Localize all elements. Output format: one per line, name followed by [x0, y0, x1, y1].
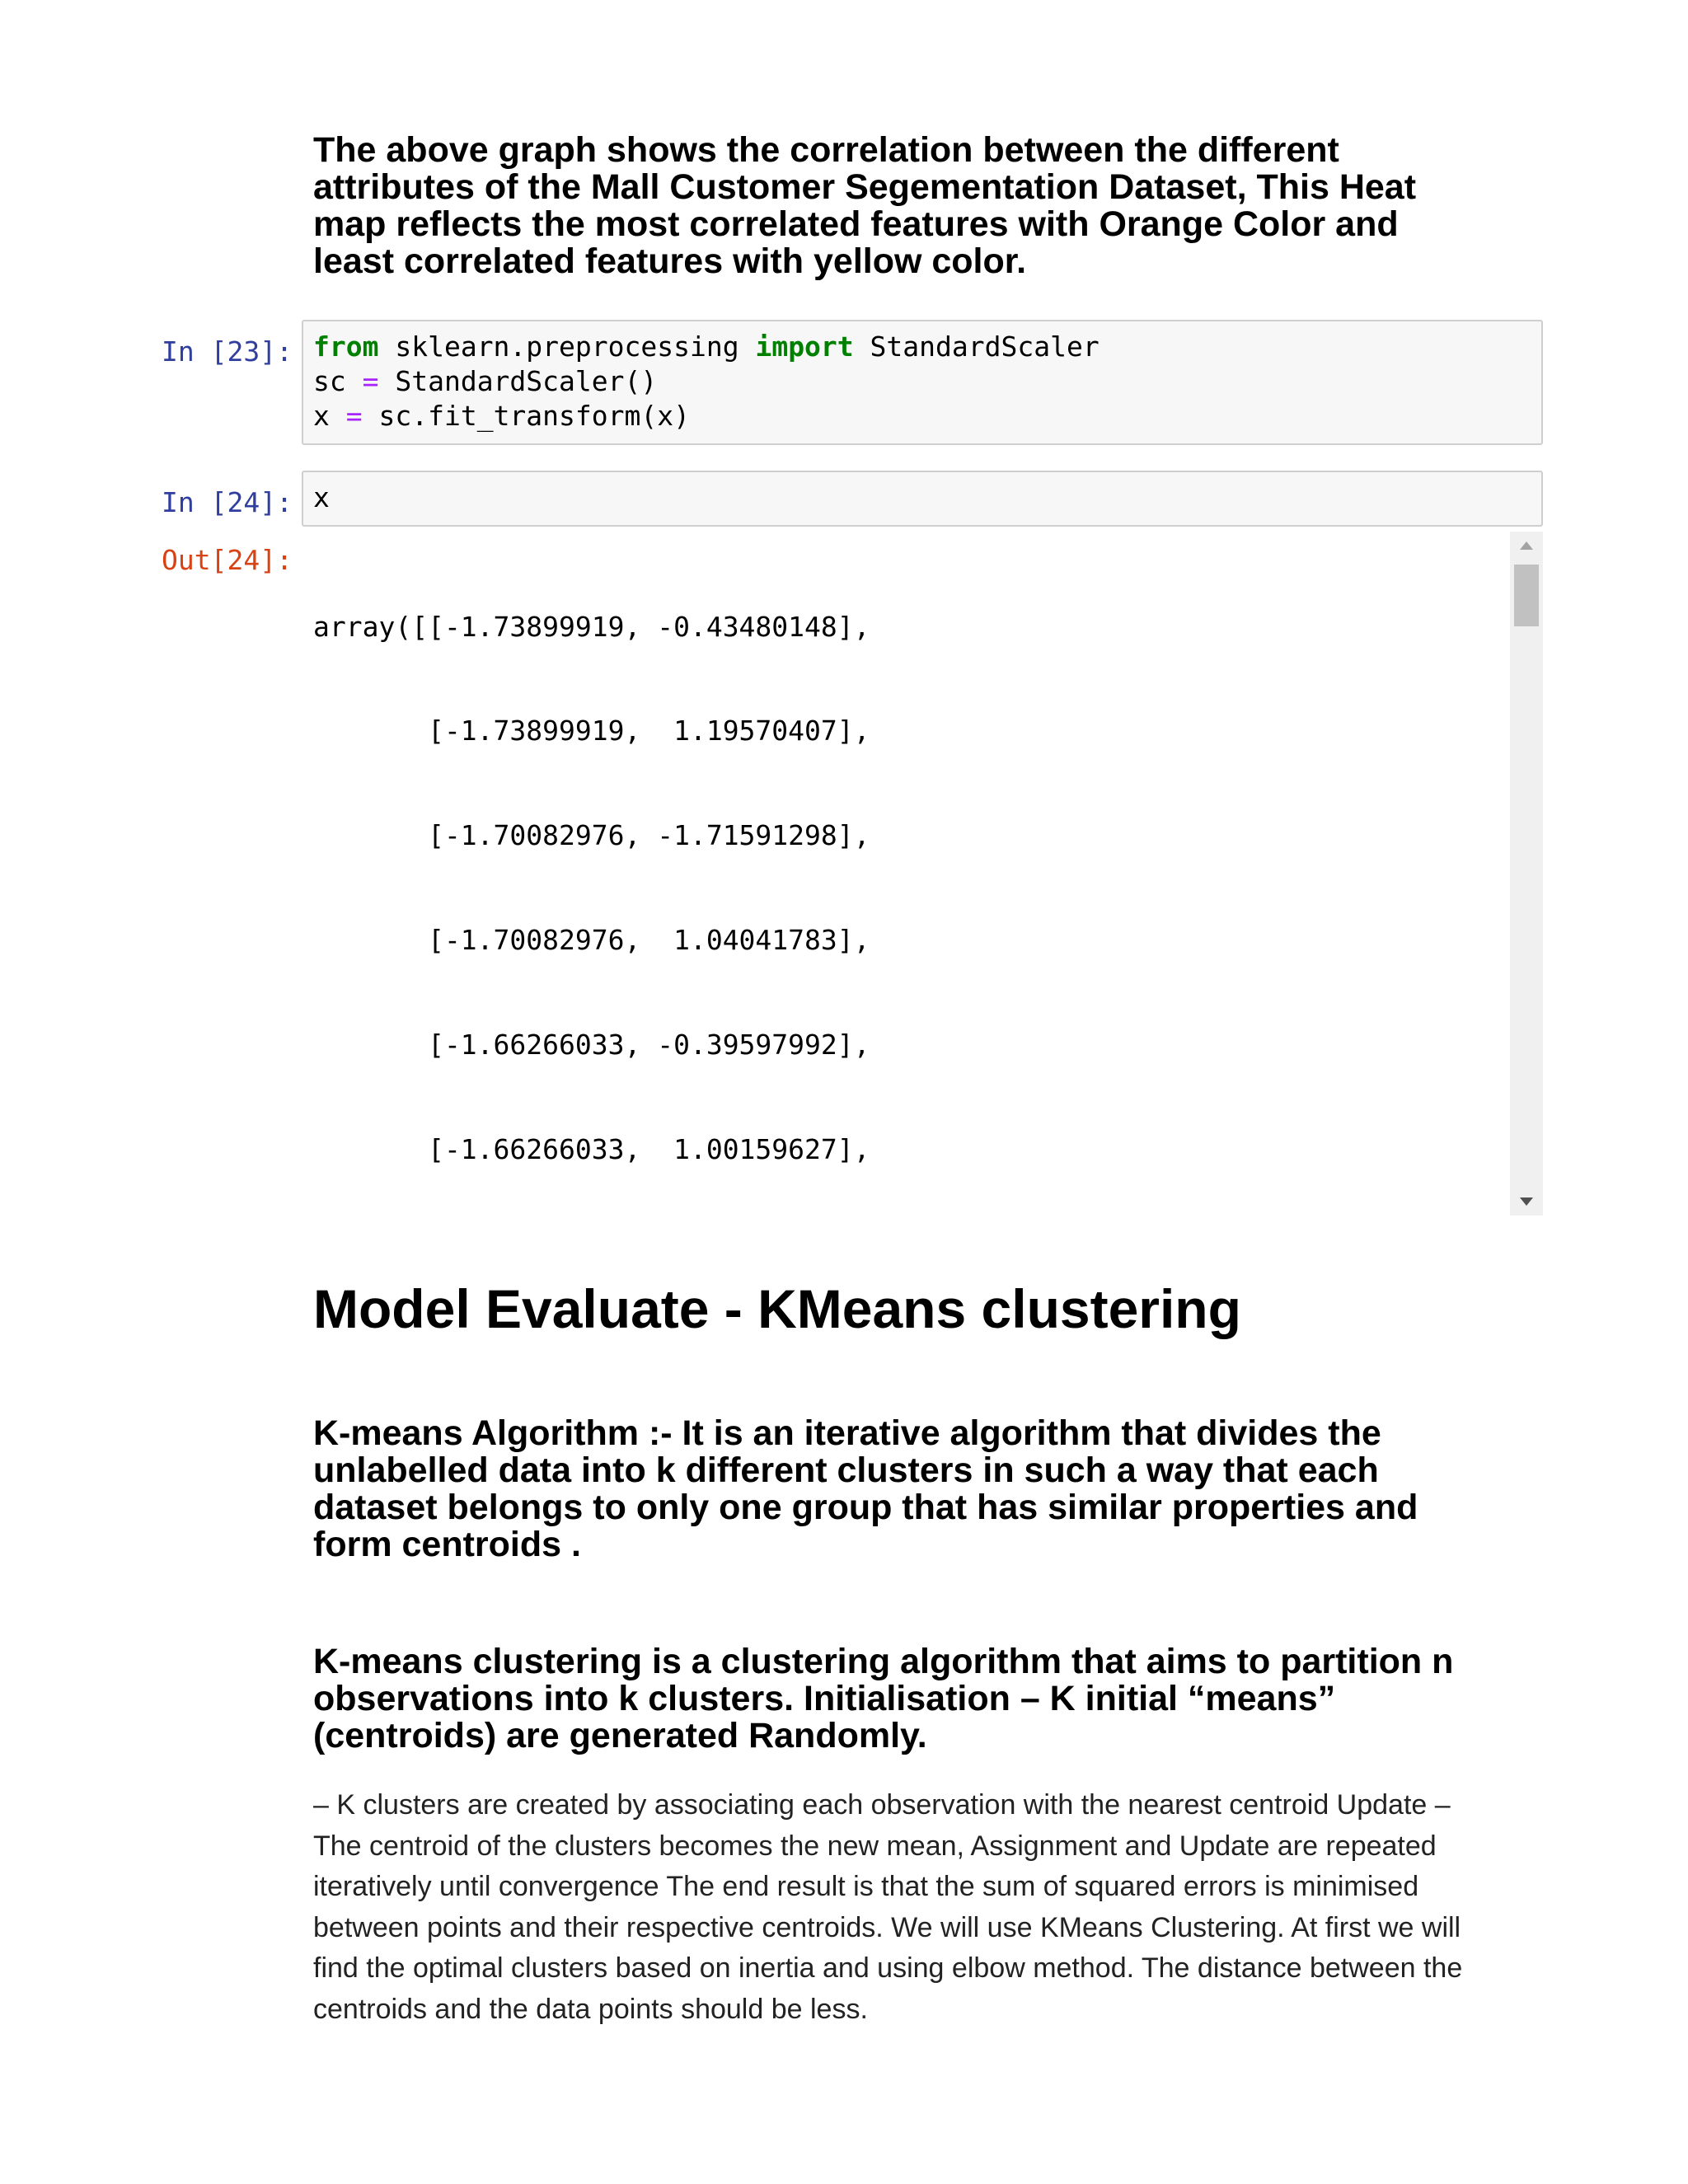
code-text: StandardScaler() [378, 365, 658, 397]
markdown-heatmap-description [313, 132, 1525, 280]
text-line: The centroid of the clusters becomes the new mean, Assignment and Update are repeated [313, 1830, 1437, 1862]
text-line: attributes of the Mall Customer Segementation Dataset, This Heat [313, 167, 1417, 207]
code-line-1 [313, 330, 1100, 363]
text-line: K-means Algorithm :- It is an iterative algorithm that divides the [313, 1413, 1381, 1453]
output-scrollbar[interactable] [1510, 532, 1543, 1216]
output-line: [-1.73899919, 1.19570407], [313, 715, 870, 748]
text-line: – K clusters are created by associating each observation with the nearest centroid Update – [313, 1789, 1451, 1821]
cell-23-code-editor[interactable] [302, 320, 1543, 445]
text-line: find the optimal clusters based on inertia and using elbow method. The distance between the [313, 1952, 1463, 1984]
cell-23-input-prompt: In [23]: [162, 335, 293, 368]
text-line: unlabelled data into k different clusters in such a way that each [313, 1451, 1379, 1490]
operator: = [345, 400, 363, 432]
code-line-2 [313, 365, 657, 397]
output-line: [-1.66266033, 1.00159627], [313, 1133, 870, 1166]
text-line: centroids and the data points should be less. [313, 1993, 868, 2025]
code-text: sc [313, 365, 363, 397]
text-line: between points and their respective centroids. We will use KMeans Clustering. At first we will [313, 1911, 1461, 1943]
output-line: [-1.70082976, -1.71591298], [313, 819, 870, 852]
code-line-3 [313, 400, 690, 432]
keyword-from: from [313, 330, 379, 363]
module-name: sklearn.preprocessing [378, 330, 756, 363]
operator: = [362, 365, 379, 397]
code-text: x [313, 400, 346, 432]
cell-24-output-prompt: Out[24]: [162, 544, 293, 576]
cell-24-input-prompt: In [24]: [162, 486, 293, 518]
markdown-kmeans-algorithm [313, 1415, 1525, 1563]
output-line: [-1.66266033, -0.39597992], [313, 1029, 870, 1062]
code-text: sc.fit_transform(x) [362, 400, 690, 432]
output-line: array([[-1.73899919, -0.43480148], [313, 610, 870, 643]
text-line: least correlated features with yellow color. [313, 241, 1027, 281]
import-name: StandardScaler [853, 330, 1100, 363]
text-line: (centroids) are generated Randomly. [313, 1716, 927, 1755]
text-line: form centroids . [313, 1525, 581, 1564]
text-line: The above graph shows the correlation between the different [313, 130, 1339, 170]
cell-24-code-editor[interactable] [302, 471, 1543, 527]
cell-24-output-area[interactable] [302, 532, 1543, 1216]
keyword-import: import [755, 330, 854, 363]
text-line: map reflects the most correlated features with Orange Color and [313, 204, 1399, 244]
text-line: iteratively until convergence The end result is that the sum of squared errors is minimised [313, 1871, 1419, 1902]
section-heading: Model Evaluate - KMeans clustering [313, 1278, 1241, 1339]
code-block [303, 321, 1541, 442]
text-line: K-means clustering is a clustering algorithm that aims to partition n [313, 1642, 1454, 1681]
code-block: x [313, 481, 330, 513]
text-line: dataset belongs to only one group that has similar properties and [313, 1488, 1418, 1527]
output-line: [-1.70082976, 1.04041783], [313, 924, 870, 957]
output-array-text [313, 540, 870, 1216]
arrow-down-icon[interactable] [1520, 1197, 1533, 1206]
scrollbar-thumb[interactable] [1514, 565, 1539, 626]
markdown-kmeans-clustering [313, 1643, 1525, 1755]
markdown-paragraph [313, 1785, 1508, 2030]
arrow-up-icon[interactable] [1520, 541, 1533, 550]
text-line: observations into k clusters. Initialisation – K initial “means” [313, 1679, 1336, 1718]
